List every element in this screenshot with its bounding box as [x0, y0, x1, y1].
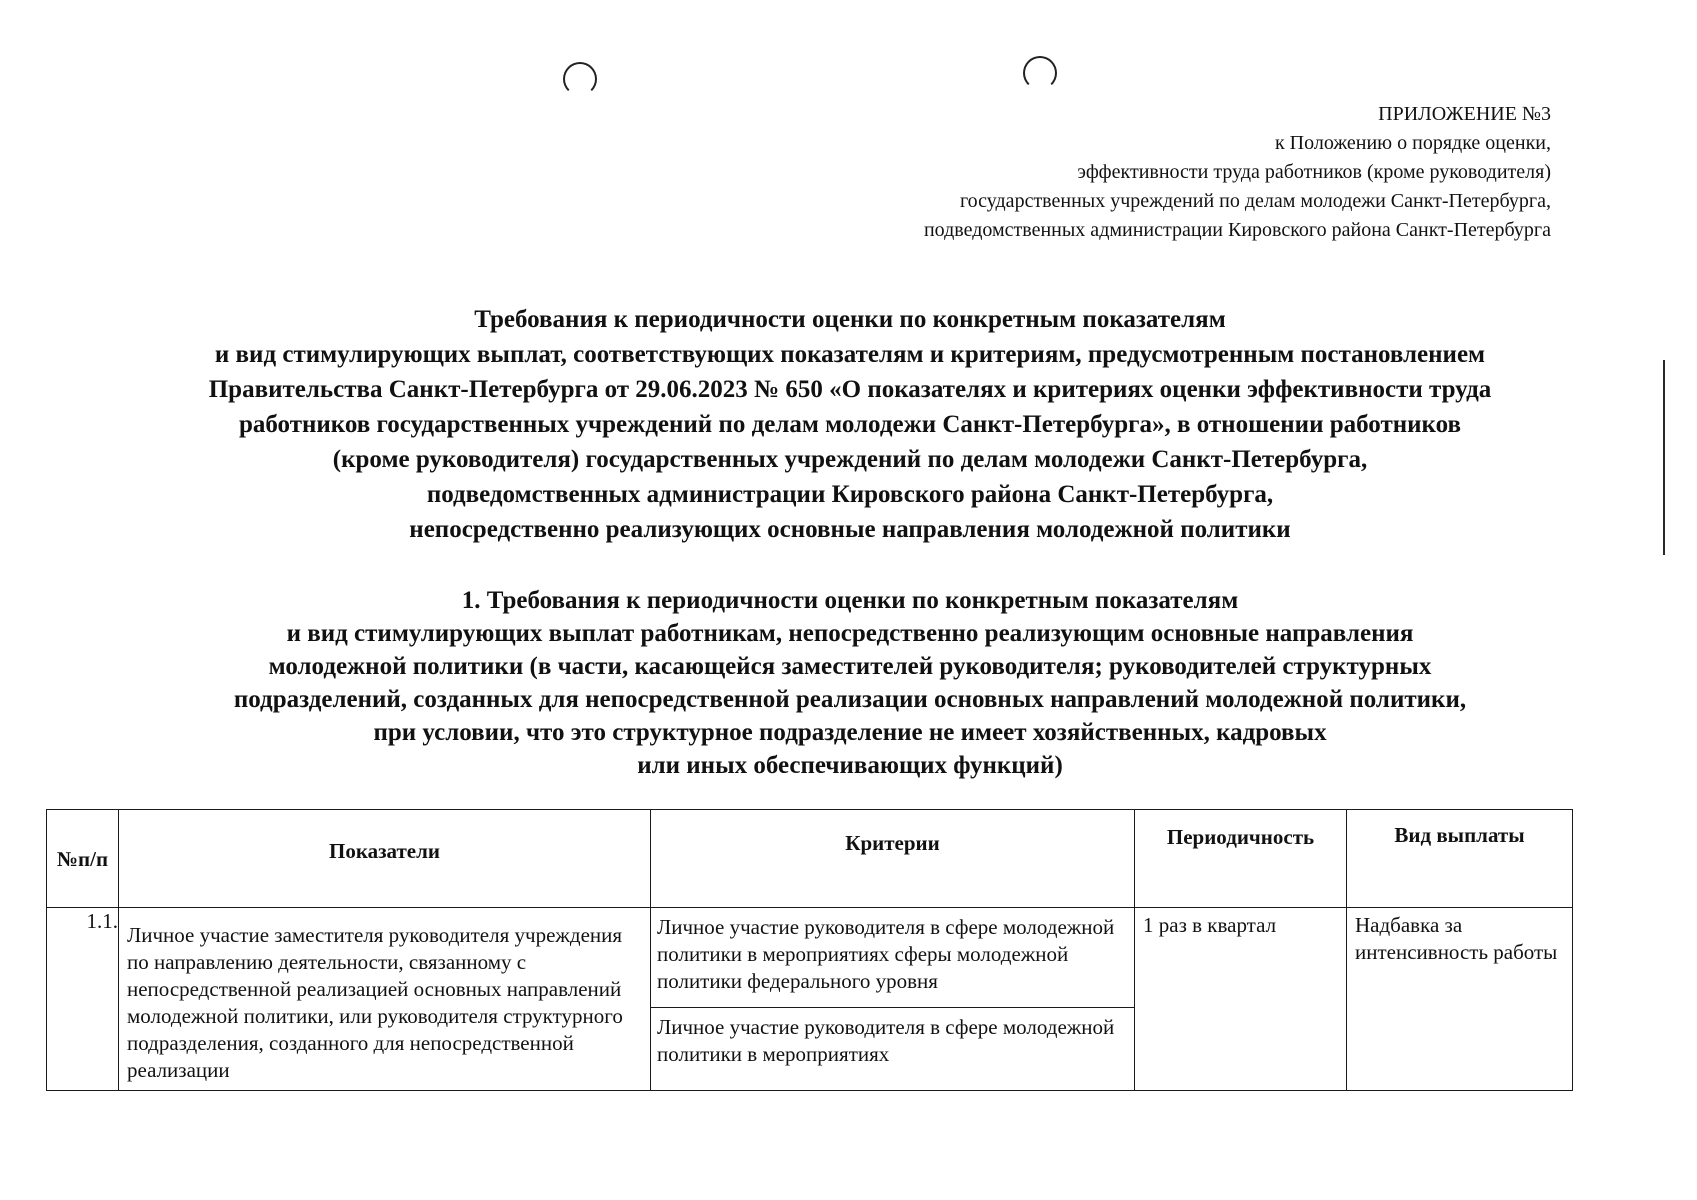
title-line: работников государственных учреждений по делам молодежи Санкт-Петербурга», в отношении работников: [238, 411, 1462, 438]
row-indicator-cell: [119, 908, 651, 1091]
criteria-item: Личное участие руководителя в сфере молодежной политики в мероприятиях сферы молодежной политики федерального уровня: [651, 908, 1134, 1008]
table-row: [47, 908, 1573, 1091]
row-periodicity: 1 раз в квартал: [1143, 913, 1277, 937]
punch-hole-mark: [563, 62, 597, 96]
title-line: подведомственных администрации Кировского района Санкт-Петербурга,: [426, 481, 1274, 508]
header-indicators: Показатели: [119, 810, 651, 908]
row-criteria-cell: [651, 908, 1135, 1091]
header-periodicity: Периодичность: [1135, 810, 1347, 908]
section-title-line: подразделений, созданных для непосредственной реализации основных направлений молодежной политики,: [233, 686, 1467, 713]
title-line: (кроме руководителя) государственных учреждений по делам молодежи Санкт-Петербурга,: [332, 446, 1368, 473]
appendix-line: эффективности труда работников (кроме руководителя): [1077, 161, 1551, 183]
punch-hole-mark: [1023, 56, 1057, 90]
appendix-header: [924, 100, 1551, 245]
row-periodicity-cell: [1135, 908, 1347, 1091]
table-header-row: [47, 810, 1573, 908]
appendix-line: подведомственных администрации Кировского района Санкт-Петербурга: [923, 219, 1551, 241]
title-line: Требования к периодичности оценки по конкретным показателям: [474, 306, 1226, 333]
scan-edge-line: [1663, 360, 1665, 555]
section-title-line: молодежной политики (в части, касающейся заместителей руководителя; руководителей структурных: [268, 653, 1432, 680]
title-line: и вид стимулирующих выплат, соответствующих показателям и критериям, предусмотренным постановлением: [214, 341, 1486, 368]
row-num: 1.1.: [47, 908, 119, 1091]
row-indicator: Личное участие заместителя руководителя учреждения по направлению деятельности, связанному с непосредственной реализацией основных направлений молодежной политики, или руководителя структурного подразделения, созданного для непосредственной реализации: [127, 923, 623, 1082]
row-payment-type: Надбавка за интенсивность работы: [1355, 913, 1558, 964]
title-line: Правительства Санкт-Петербурга от 29.06.2023 № 650 «О показателях и критериях оценки эффективности труда: [208, 376, 1492, 403]
header-criteria: Критерии: [651, 810, 1135, 908]
appendix-line: к Положению о порядке оценки,: [1274, 132, 1551, 154]
header-num: №п/п: [47, 810, 119, 908]
title-line: непосредственно реализующих основные направления молодежной политики: [409, 516, 1291, 543]
indicators-table: [46, 809, 1573, 1091]
section-title-line: или иных обеспечивающих функций): [637, 752, 1063, 779]
section-title-line: 1. Требования к периодичности оценки по конкретным показателям: [461, 587, 1239, 614]
section-1-title: [60, 584, 1640, 782]
header-payment-type: Вид выплаты: [1347, 810, 1573, 908]
criteria-item: Личное участие руководителя в сфере молодежной политики в мероприятиях: [657, 1015, 1115, 1066]
document-title: [60, 302, 1640, 547]
section-title-line: при условии, что это структурное подразделение не имеет хозяйственных, кадровых: [373, 719, 1327, 746]
appendix-line: государственных учреждений по делам молодежи Санкт-Петербурга,: [959, 190, 1551, 212]
section-title-line: и вид стимулирующих выплат работникам, непосредственно реализующим основные направления: [286, 620, 1414, 647]
row-payment-cell: [1347, 908, 1573, 1091]
appendix-line: ПРИЛОЖЕНИЕ №3: [1378, 103, 1551, 125]
